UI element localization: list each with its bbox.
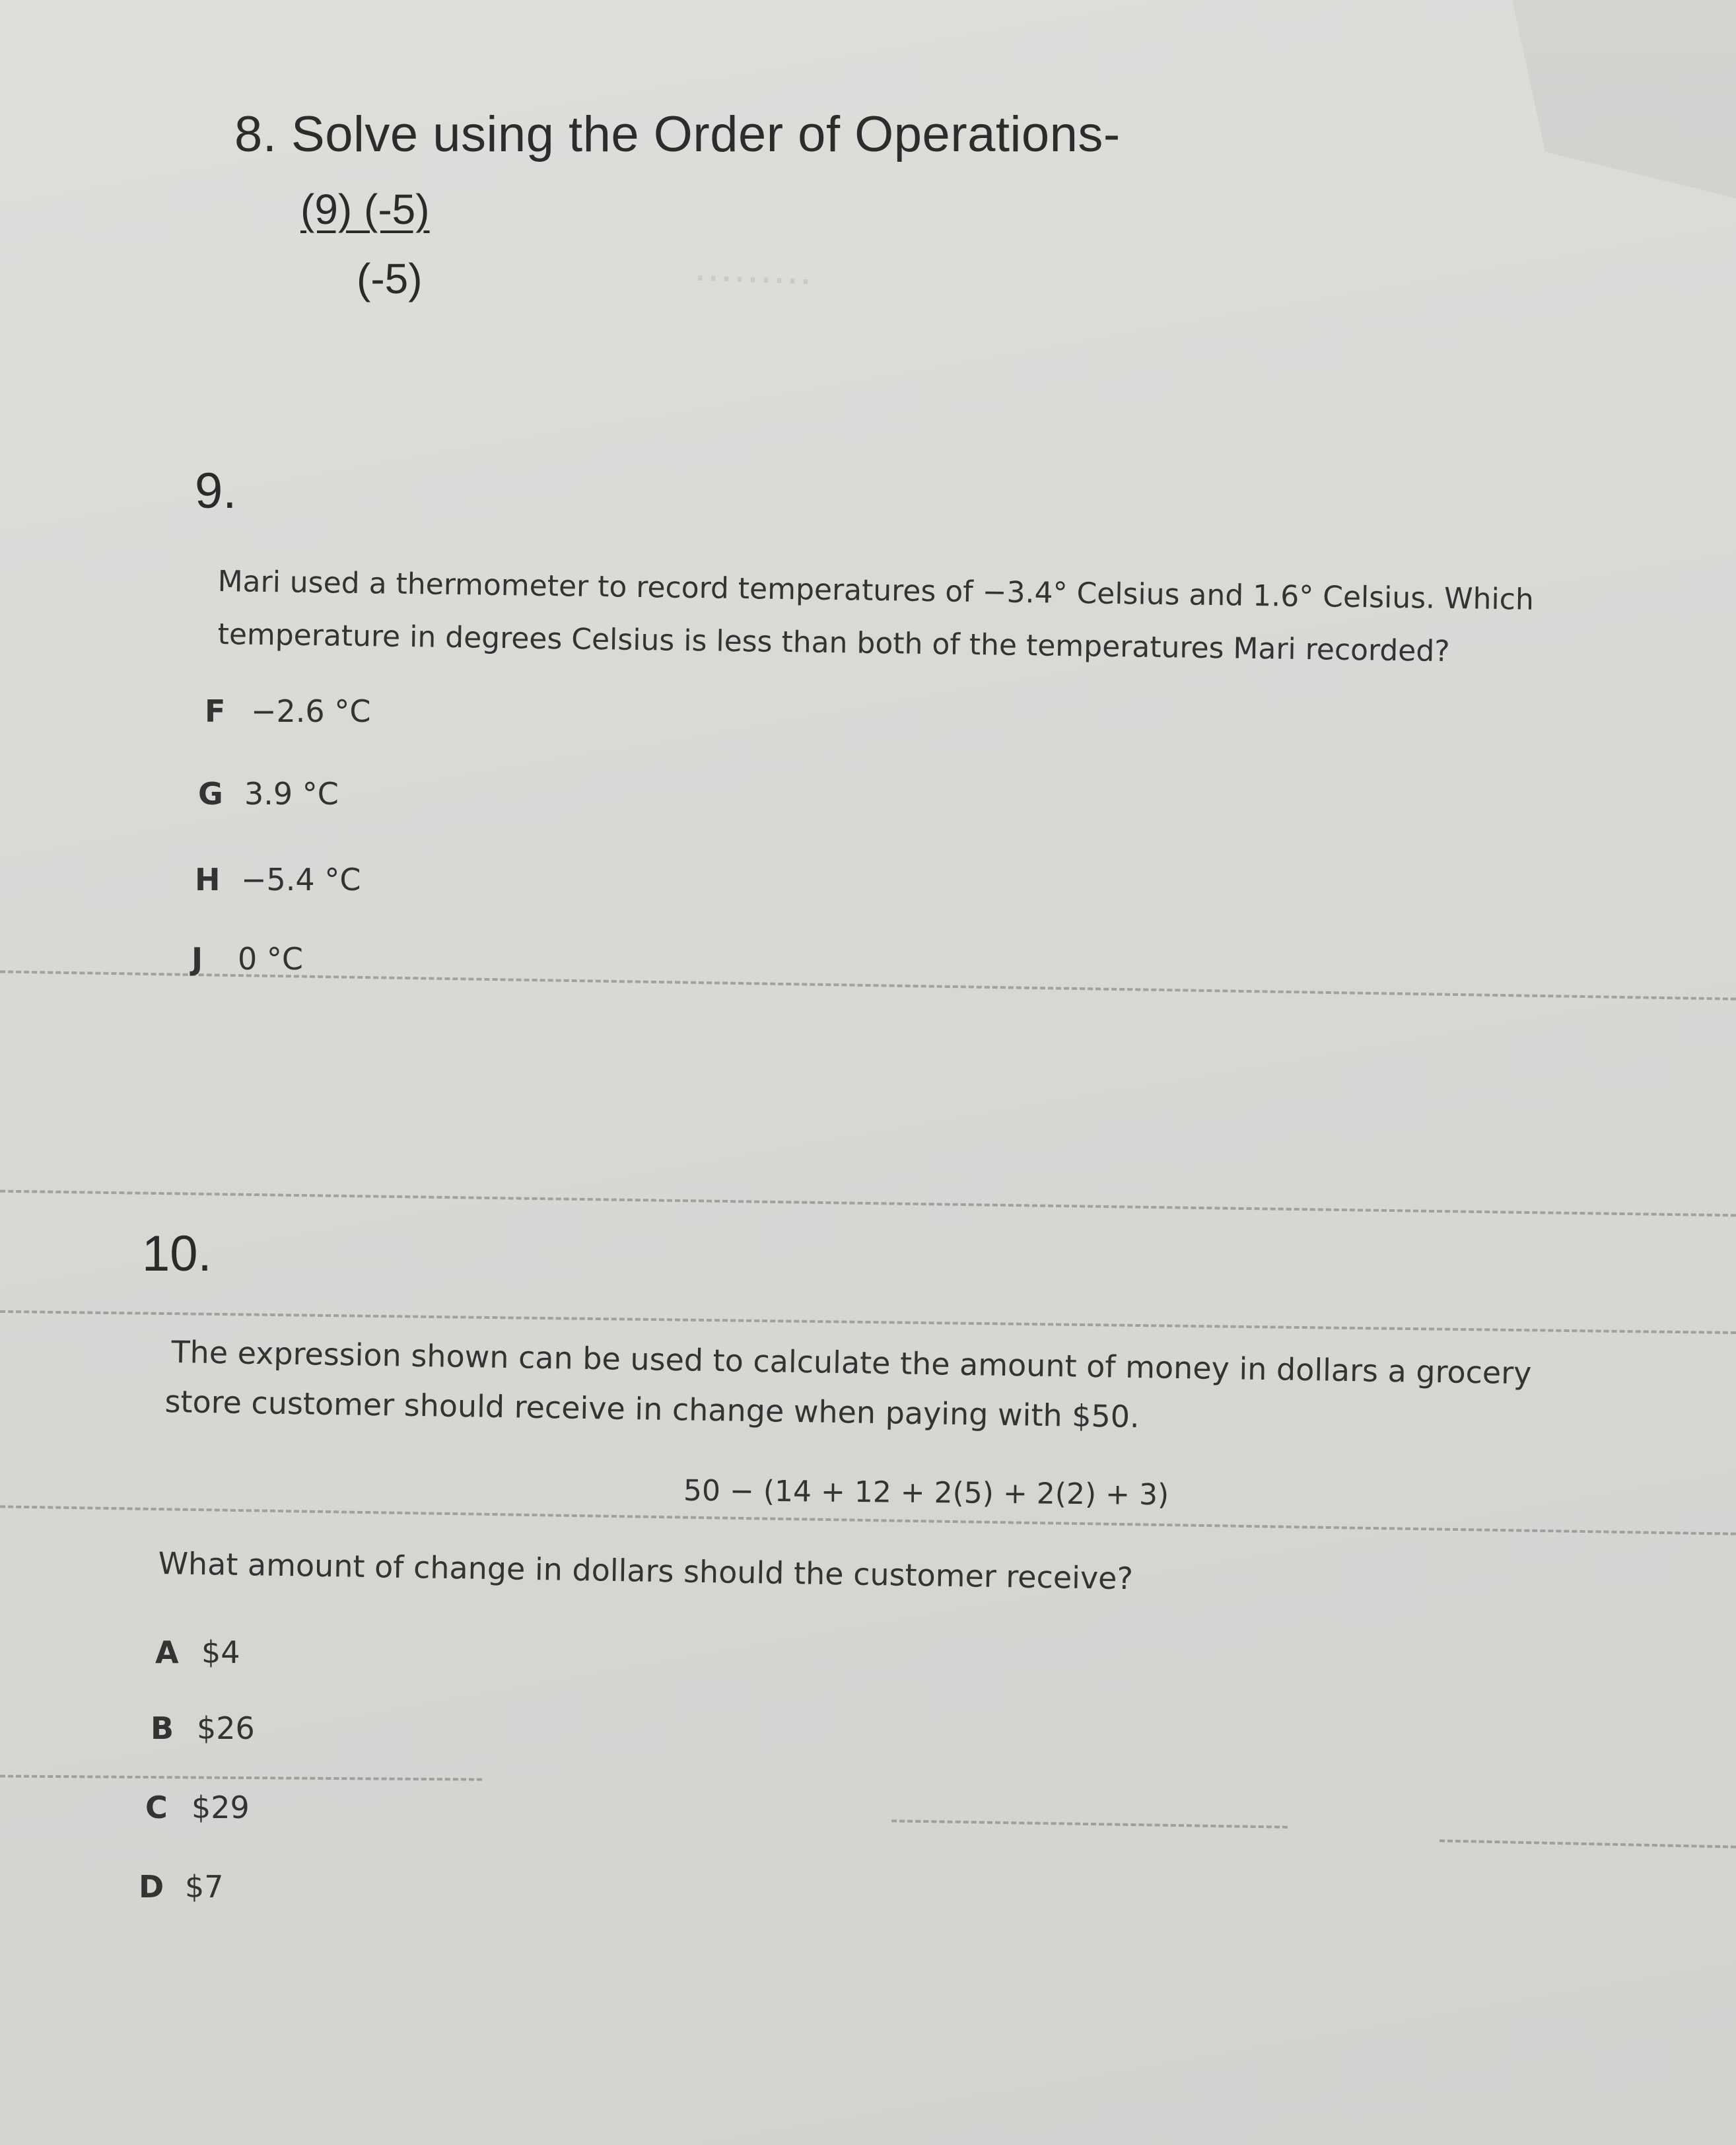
question-10-text-line: The expression shown can be used to calculate the amount of money in dollars a grocery [171,1334,1532,1391]
option-value: 3.9 °C [244,776,339,812]
option-letter: D [139,1869,164,1905]
fraction-numerator: (9) (-5) [300,186,430,233]
answer-option-f[interactable] [205,693,370,729]
question-10-text-line: store customer should receive in change when paying with $50. [164,1384,1140,1435]
question-9-text-line: Mari used a thermometer to record temperatures of −3.4° Celsius and 1.6° Celsius. Which [217,565,1535,617]
option-value: $29 [191,1790,250,1825]
expression: 50 − (14 + 12 + 2(5) + 2(2) + 3) [683,1473,1169,1512]
question-8-title: 8. Solve using the Order of Operations- [234,106,1121,162]
bleed-through-mark: ⋯⋯⋯ [692,255,814,306]
fraction-denominator: (-5) [357,255,423,302]
answer-option-d[interactable] [139,1869,224,1905]
option-value: $4 [201,1635,240,1670]
answer-option-h[interactable] [195,862,361,897]
option-letter: J [191,941,203,977]
option-value: −5.4 °C [241,862,361,897]
option-value: $26 [197,1710,255,1746]
option-value: 0 °C [238,941,304,977]
option-letter: B [151,1710,174,1746]
question-9-number: 9. [195,463,237,519]
option-letter: G [198,776,223,812]
option-letter: A [155,1635,179,1670]
question-10-number: 10. [142,1226,212,1282]
answer-option-g[interactable] [198,776,339,812]
answer-option-b[interactable] [151,1710,255,1746]
option-letter: H [195,862,221,897]
answer-option-c[interactable] [145,1790,250,1825]
option-value: −2.6 °C [251,693,371,729]
option-value: $7 [185,1869,224,1905]
question-10-prompt: What amount of change in dollars should the customer receive? [158,1545,1134,1597]
option-letter: F [205,693,226,729]
question-9-text-line: temperature in degrees Celsius is less than both of the temperatures Mari recorded? [217,617,1450,669]
option-letter: C [145,1790,168,1825]
answer-option-j[interactable] [191,941,303,977]
answer-option-a[interactable] [155,1635,240,1670]
